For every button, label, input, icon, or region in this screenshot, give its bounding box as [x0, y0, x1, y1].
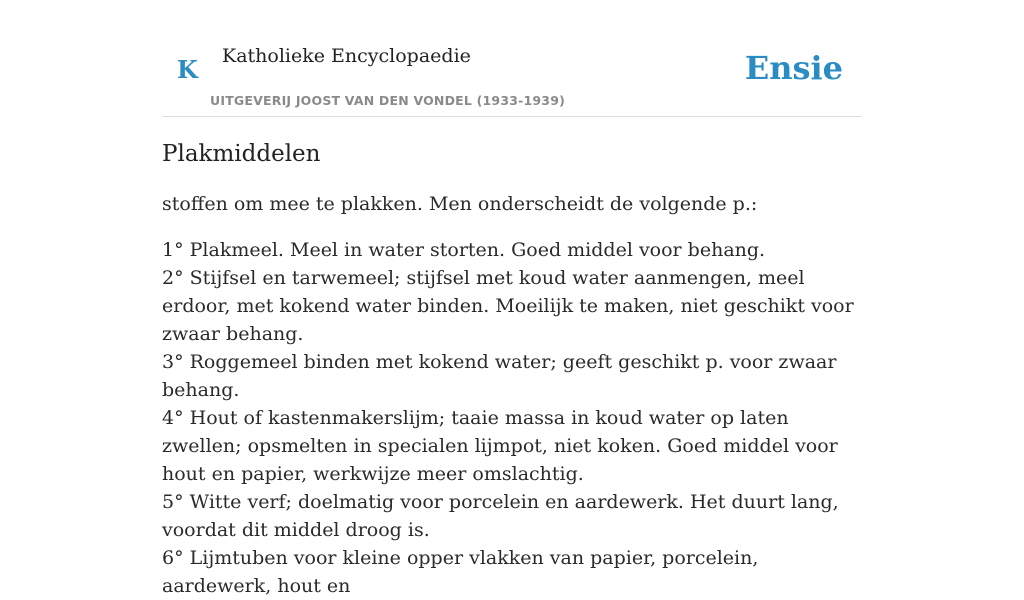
- logo-icon[interactable]: K: [177, 55, 198, 84]
- article-intro: stoffen om mee te plakken. Men onderscheidt de volgende p.:: [162, 193, 758, 215]
- list-item: 4° Hout of kastenmakerslijm; taaie massa in koud water op laten zwellen; opsmelten in specialen lijmpot, niet koken. Goed middel voor hout en papier, werkwijze meer omslachtig.: [162, 407, 838, 485]
- list-item: 1° Plakmeel. Meel in water storten. Goed middel voor behang.: [162, 239, 766, 261]
- site-title-link[interactable]: Katholieke Encyclopaedie: [222, 45, 471, 67]
- brand-logo-link[interactable]: Ensie: [744, 49, 843, 87]
- list-item: 6° Lijmtuben voor kleine opper vlakken van papier, porcelein, aardewerk, hout en: [162, 547, 759, 597]
- article-title: Plakmiddelen: [162, 141, 321, 167]
- article-list: [162, 236, 862, 600]
- list-item: 3° Roggemeel binden met kokend water; geeft geschikt p. voor zwaar behang.: [162, 351, 837, 401]
- article: [162, 138, 862, 600]
- publisher-label: UITGEVERIJ JOOST VAN DEN VONDEL (1933-1939): [210, 93, 566, 108]
- site-header: [162, 0, 862, 117]
- list-item: 5° Witte verf; doelmatig voor porcelein en aardewerk. Het duurt lang, voordat dit middel droog is.: [162, 491, 839, 541]
- list-item: 2° Stijfsel en tarwemeel; stijfsel met koud water aanmengen, meel erdoor, met kokend water binden. Moeilijk te maken, niet geschikt voor zwaar behang.: [162, 267, 854, 345]
